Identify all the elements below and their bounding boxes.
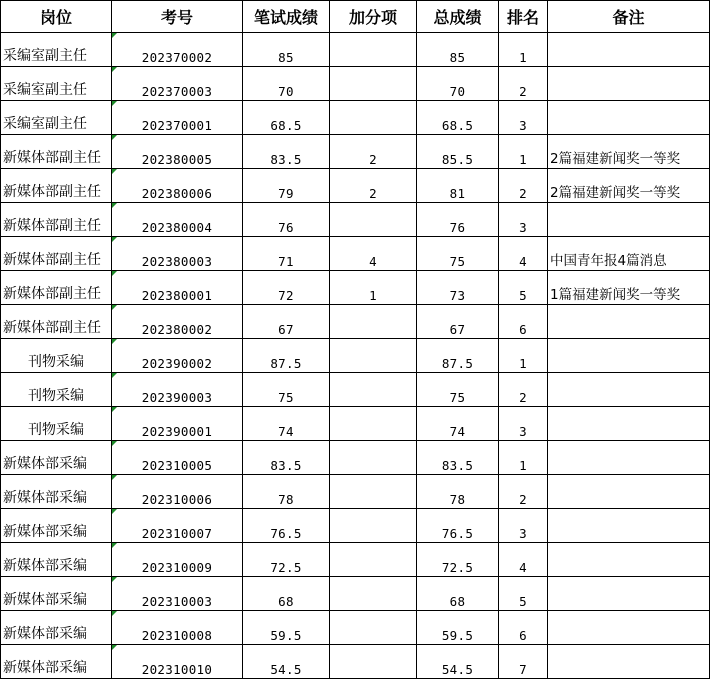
cell-post[interactable]: 刊物采编	[1, 373, 112, 407]
cell-note[interactable]	[548, 645, 710, 679]
cell-bonus[interactable]	[330, 645, 417, 679]
cell-exam-id[interactable]: 202310008	[112, 611, 243, 645]
cell-bonus[interactable]: 4	[330, 237, 417, 271]
cell-bonus[interactable]: 1	[330, 271, 417, 305]
cell-exam-id[interactable]: 202310006	[112, 475, 243, 509]
table-row	[1, 271, 710, 305]
cell-note[interactable]	[548, 475, 710, 509]
cell-exam-id[interactable]: 202380003	[112, 237, 243, 271]
header-total-score: 总成绩	[417, 1, 499, 33]
cell-post[interactable]: 新媒体部副主任	[1, 169, 112, 203]
cell-rank[interactable]: 1	[499, 135, 548, 169]
cell-written-score[interactable]: 79	[243, 169, 330, 203]
cell-written-score[interactable]: 85	[243, 33, 330, 67]
header-note: 备注	[548, 1, 710, 33]
table-row	[1, 101, 710, 135]
header-rank: 排名	[499, 1, 548, 33]
cell-note[interactable]	[548, 305, 710, 339]
cell-rank[interactable]: 2	[499, 169, 548, 203]
cell-note[interactable]	[548, 33, 710, 67]
cell-rank[interactable]: 4	[499, 543, 548, 577]
cell-total-score[interactable]: 81	[417, 169, 499, 203]
cell-rank[interactable]: 2	[499, 373, 548, 407]
cell-written-score[interactable]: 71	[243, 237, 330, 271]
table-row	[1, 475, 710, 509]
cell-total-score[interactable]: 59.5	[417, 611, 499, 645]
cell-bonus[interactable]	[330, 407, 417, 441]
cell-post[interactable]: 采编室副主任	[1, 33, 112, 67]
table-row	[1, 611, 710, 645]
cell-post[interactable]: 新媒体部副主任	[1, 203, 112, 237]
cell-total-score[interactable]: 74	[417, 407, 499, 441]
cell-note[interactable]	[548, 67, 710, 101]
table-row	[1, 169, 710, 203]
table-row	[1, 645, 710, 679]
header-written-score: 笔试成绩	[243, 1, 330, 33]
cell-total-score[interactable]: 73	[417, 271, 499, 305]
cell-rank[interactable]: 3	[499, 203, 548, 237]
header-bonus: 加分项	[330, 1, 417, 33]
cell-post[interactable]: 新媒体部采编	[1, 645, 112, 679]
cell-exam-id[interactable]: 202310009	[112, 543, 243, 577]
cell-note[interactable]	[548, 373, 710, 407]
cell-written-score[interactable]: 76.5	[243, 509, 330, 543]
cell-note[interactable]	[548, 509, 710, 543]
table-row	[1, 543, 710, 577]
header-post: 岗位	[1, 1, 112, 33]
table-row	[1, 135, 710, 169]
cell-rank[interactable]: 2	[499, 67, 548, 101]
cell-bonus[interactable]	[330, 305, 417, 339]
table-row	[1, 203, 710, 237]
table-row	[1, 33, 710, 67]
cell-post[interactable]: 新媒体部副主任	[1, 271, 112, 305]
cell-written-score[interactable]: 87.5	[243, 339, 330, 373]
cell-rank[interactable]: 3	[499, 509, 548, 543]
cell-written-score[interactable]: 54.5	[243, 645, 330, 679]
cell-post[interactable]: 新媒体部采编	[1, 475, 112, 509]
cell-written-score[interactable]: 76	[243, 203, 330, 237]
cell-rank[interactable]: 6	[499, 611, 548, 645]
cell-post[interactable]: 刊物采编	[1, 407, 112, 441]
cell-exam-id[interactable]: 202310007	[112, 509, 243, 543]
cell-bonus[interactable]	[330, 611, 417, 645]
cell-bonus[interactable]	[330, 33, 417, 67]
cell-note[interactable]: 2篇福建新闻奖一等奖	[548, 135, 710, 169]
cell-written-score[interactable]: 72	[243, 271, 330, 305]
cell-post[interactable]: 新媒体部采编	[1, 611, 112, 645]
cell-note[interactable]	[548, 441, 710, 475]
cell-rank[interactable]: 4	[499, 237, 548, 271]
cell-total-score[interactable]: 75	[417, 237, 499, 271]
cell-note[interactable]	[548, 339, 710, 373]
cell-bonus[interactable]	[330, 577, 417, 611]
cell-written-score[interactable]: 83.5	[243, 135, 330, 169]
cell-post[interactable]: 采编室副主任	[1, 101, 112, 135]
cell-written-score[interactable]: 78	[243, 475, 330, 509]
cell-total-score[interactable]: 87.5	[417, 339, 499, 373]
cell-rank[interactable]: 1	[499, 441, 548, 475]
cell-exam-id[interactable]: 202370002	[112, 33, 243, 67]
cell-bonus[interactable]	[330, 203, 417, 237]
cell-rank[interactable]: 5	[499, 271, 548, 305]
cell-bonus[interactable]	[330, 509, 417, 543]
cell-rank[interactable]: 6	[499, 305, 548, 339]
cell-post[interactable]: 新媒体部采编	[1, 577, 112, 611]
cell-note[interactable]	[548, 577, 710, 611]
table-row	[1, 441, 710, 475]
cell-exam-id[interactable]: 202390003	[112, 373, 243, 407]
cell-total-score[interactable]: 54.5	[417, 645, 499, 679]
cell-rank[interactable]: 3	[499, 101, 548, 135]
cell-written-score[interactable]: 74	[243, 407, 330, 441]
cell-exam-id[interactable]: 202380002	[112, 305, 243, 339]
cell-total-score[interactable]: 78	[417, 475, 499, 509]
cell-exam-id[interactable]: 202380001	[112, 271, 243, 305]
cell-bonus[interactable]: 2	[330, 169, 417, 203]
cell-bonus[interactable]	[330, 441, 417, 475]
cell-written-score[interactable]: 68	[243, 577, 330, 611]
cell-rank[interactable]: 7	[499, 645, 548, 679]
cell-written-score[interactable]: 59.5	[243, 611, 330, 645]
cell-rank[interactable]: 1	[499, 339, 548, 373]
cell-note[interactable]	[548, 543, 710, 577]
cell-exam-id[interactable]: 202380004	[112, 203, 243, 237]
cell-exam-id[interactable]: 202310005	[112, 441, 243, 475]
cell-total-score[interactable]: 68	[417, 577, 499, 611]
cell-post[interactable]: 新媒体部采编	[1, 543, 112, 577]
cell-total-score[interactable]: 70	[417, 67, 499, 101]
cell-rank[interactable]: 3	[499, 407, 548, 441]
cell-note[interactable]: 中国青年报4篇消息	[548, 237, 710, 271]
table-row	[1, 373, 710, 407]
cell-note[interactable]: 2篇福建新闻奖一等奖	[548, 169, 710, 203]
header-row	[1, 1, 710, 33]
cell-exam-id[interactable]: 202390001	[112, 407, 243, 441]
cell-bonus[interactable]: 2	[330, 135, 417, 169]
table-row	[1, 407, 710, 441]
cell-total-score[interactable]: 83.5	[417, 441, 499, 475]
cell-post[interactable]: 采编室副主任	[1, 67, 112, 101]
cell-bonus[interactable]	[330, 101, 417, 135]
cell-post[interactable]: 新媒体部采编	[1, 441, 112, 475]
cell-written-score[interactable]: 70	[243, 67, 330, 101]
cell-post[interactable]: 新媒体部采编	[1, 509, 112, 543]
cell-total-score[interactable]: 72.5	[417, 543, 499, 577]
cell-note[interactable]	[548, 407, 710, 441]
cell-bonus[interactable]	[330, 67, 417, 101]
cell-post[interactable]: 新媒体部副主任	[1, 305, 112, 339]
cell-written-score[interactable]: 75	[243, 373, 330, 407]
cell-rank[interactable]: 5	[499, 577, 548, 611]
cell-written-score[interactable]: 83.5	[243, 441, 330, 475]
cell-note[interactable]	[548, 611, 710, 645]
cell-written-score[interactable]: 72.5	[243, 543, 330, 577]
cell-bonus[interactable]	[330, 373, 417, 407]
cell-rank[interactable]: 1	[499, 33, 548, 67]
cell-note[interactable]	[548, 203, 710, 237]
cell-rank[interactable]: 2	[499, 475, 548, 509]
header-exam-id: 考号	[112, 1, 243, 33]
cell-bonus[interactable]	[330, 339, 417, 373]
cell-exam-id[interactable]: 202370001	[112, 101, 243, 135]
cell-written-score[interactable]: 67	[243, 305, 330, 339]
cell-post[interactable]: 新媒体部副主任	[1, 237, 112, 271]
table-row	[1, 237, 710, 271]
cell-post[interactable]: 新媒体部副主任	[1, 135, 112, 169]
table-row	[1, 305, 710, 339]
cell-total-score[interactable]: 76	[417, 203, 499, 237]
cell-total-score[interactable]: 68.5	[417, 101, 499, 135]
table-row	[1, 509, 710, 543]
cell-post[interactable]: 刊物采编	[1, 339, 112, 373]
cell-exam-id[interactable]: 202370003	[112, 67, 243, 101]
cell-total-score[interactable]: 85.5	[417, 135, 499, 169]
table-row	[1, 67, 710, 101]
cell-exam-id[interactable]: 202380006	[112, 169, 243, 203]
cell-total-score[interactable]: 67	[417, 305, 499, 339]
cell-exam-id[interactable]: 202310003	[112, 577, 243, 611]
cell-total-score[interactable]: 76.5	[417, 509, 499, 543]
cell-exam-id[interactable]: 202390002	[112, 339, 243, 373]
cell-exam-id[interactable]: 202310010	[112, 645, 243, 679]
cell-bonus[interactable]	[330, 475, 417, 509]
cell-bonus[interactable]	[330, 543, 417, 577]
table-row	[1, 577, 710, 611]
cell-exam-id[interactable]: 202380005	[112, 135, 243, 169]
table-row	[1, 339, 710, 373]
cell-total-score[interactable]: 85	[417, 33, 499, 67]
cell-total-score[interactable]: 75	[417, 373, 499, 407]
cell-note[interactable]	[548, 101, 710, 135]
cell-written-score[interactable]: 68.5	[243, 101, 330, 135]
cell-note[interactable]: 1篇福建新闻奖一等奖	[548, 271, 710, 305]
